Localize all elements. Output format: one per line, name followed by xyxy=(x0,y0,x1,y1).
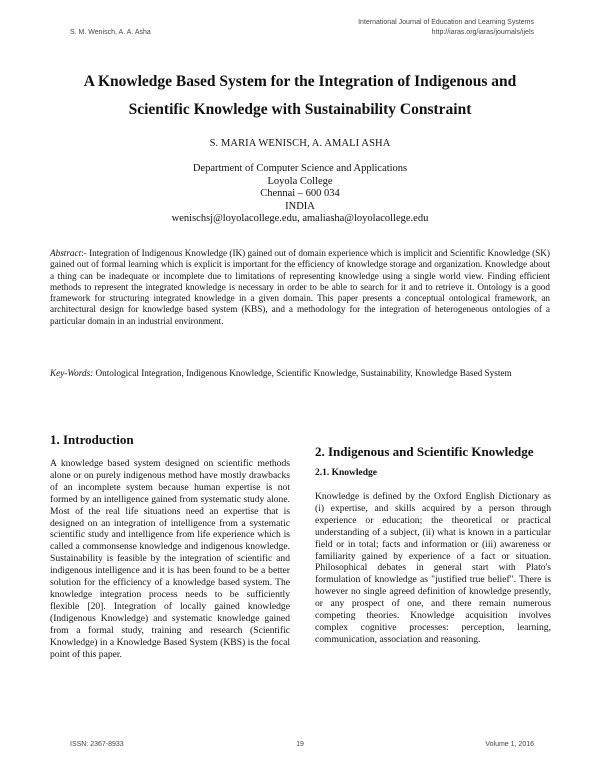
author-list: S. MARIA WENISCH, A. AMALI ASHA xyxy=(209,138,391,149)
title-line-1: A Knowledge Based System for the Integration of Indigenous and xyxy=(83,73,517,90)
institution: Loyola College xyxy=(267,175,333,187)
abstract-label: Abstract xyxy=(50,248,82,258)
running-header-journal xyxy=(358,18,534,38)
section-heading-indigenous-scientific: 2. Indigenous and Scientific Knowledge xyxy=(315,444,534,459)
keywords-label: Key-Words: xyxy=(50,368,94,378)
footer-issn: ISSN: 2367-8933 xyxy=(70,741,124,748)
introduction-paragraph: A knowledge based system designed on scientific methods alone or on purely indigenous method have mostly drawbacks of an incomplete system because human expertise is not formed by an intelligence gained from systematic study alone. Most of the real life situations need an expertise that is designed on an integration of intelligence from a systematic scientific study and intelligence from life experience which is called a commonsense knowledge and indigenous knowledge. Sustainability is feasible by the integration of scientific and indigenous intelligence and it is has been found to be a better solution for the efficiency of a knowledge based system. The knowledge integration process needs to be sufficiently flexible [20]. Integration of locally gained knowledge (Indigenous Knowledge) and systematic knowledge gained from a formal study, training and research (Scientific Knowledge) in a Knowledge Based System (KBS) is the focal point of this paper. xyxy=(50,458,290,660)
keywords xyxy=(50,368,550,379)
country: INDIA xyxy=(285,200,315,212)
footer-volume: Volume 1, 2016 xyxy=(485,741,534,748)
city: Chennai – 600 034 xyxy=(260,188,340,199)
abstract-text: Integration of Indigenous Knowledge (IK) gained out of domain experience which is implicit and Scientific Knowledge (SK) gained out of formal learning which is explicit is important for the efficiency of knowledge storage and organization. Knowledge about a thing can be inadequate or incomplete due to limitations of representing knowledge using a single world view. Finding efficient methods to represent the integrated knowledge is necessary in order to be able to search for it and to retrieve it. Ontology is a good framework for structuring integrated knowledge in a given domain. This paper presents a conceptual ontological framework, an architectural design for knowledge based system (KBS), and a methodology for the integration of heterogeneous ontologies of a particular domain in an industrial environment. xyxy=(50,248,550,326)
title-line-2: Scientific Knowledge with Sustainability Constraint xyxy=(128,101,472,118)
abstract-separator: :- xyxy=(81,248,90,258)
paper-title xyxy=(50,68,550,124)
section-introduction xyxy=(50,432,290,660)
abstract xyxy=(50,248,550,327)
keywords-text: Ontological Integration, Indigenous Knowledge, Scientific Knowledge, Sustainability, Knowledge Based System xyxy=(93,368,512,378)
department: Department of Computer Science and Applications xyxy=(192,163,408,174)
journal-name: International Journal of Education and Learning Systems xyxy=(358,19,534,26)
footer-page-number: 19 xyxy=(296,741,304,748)
journal-url[interactable]: http://iaras.org/iaras/journals/ijels xyxy=(431,29,534,36)
running-header-authors: S. M. Wenisch, A. A. Asha xyxy=(70,29,151,36)
affiliation-block xyxy=(100,163,500,226)
knowledge-paragraph: Knowledge is defined by the Oxford English Dictionary as (i) expertise, and skills acquired by a person through experience or education; the theoretical or practical understanding of a subject, (ii) what is known in a particular field or in total; facts and information or (iii) awareness or familiarity gained by experience of a fact or situation. Philosophical debates in general start with Plato's formulation of knowledge as "justified true belief". There is however no single agreed definition of knowledge presently, or any prospect of one, and there remain numerous competing theories. Knowledge acquisition involves complex cognitive processes: perception, learning, communication, association and reasoning. xyxy=(315,491,551,645)
section-indigenous-scientific-knowledge xyxy=(315,444,551,646)
section-heading-introduction: 1. Introduction xyxy=(50,432,134,447)
author-emails[interactable]: wenischsj@loyolacollege.edu, amaliasha@loyolacollege.edu xyxy=(171,213,429,224)
subsection-heading-knowledge: 2.1. Knowledge xyxy=(315,468,378,478)
